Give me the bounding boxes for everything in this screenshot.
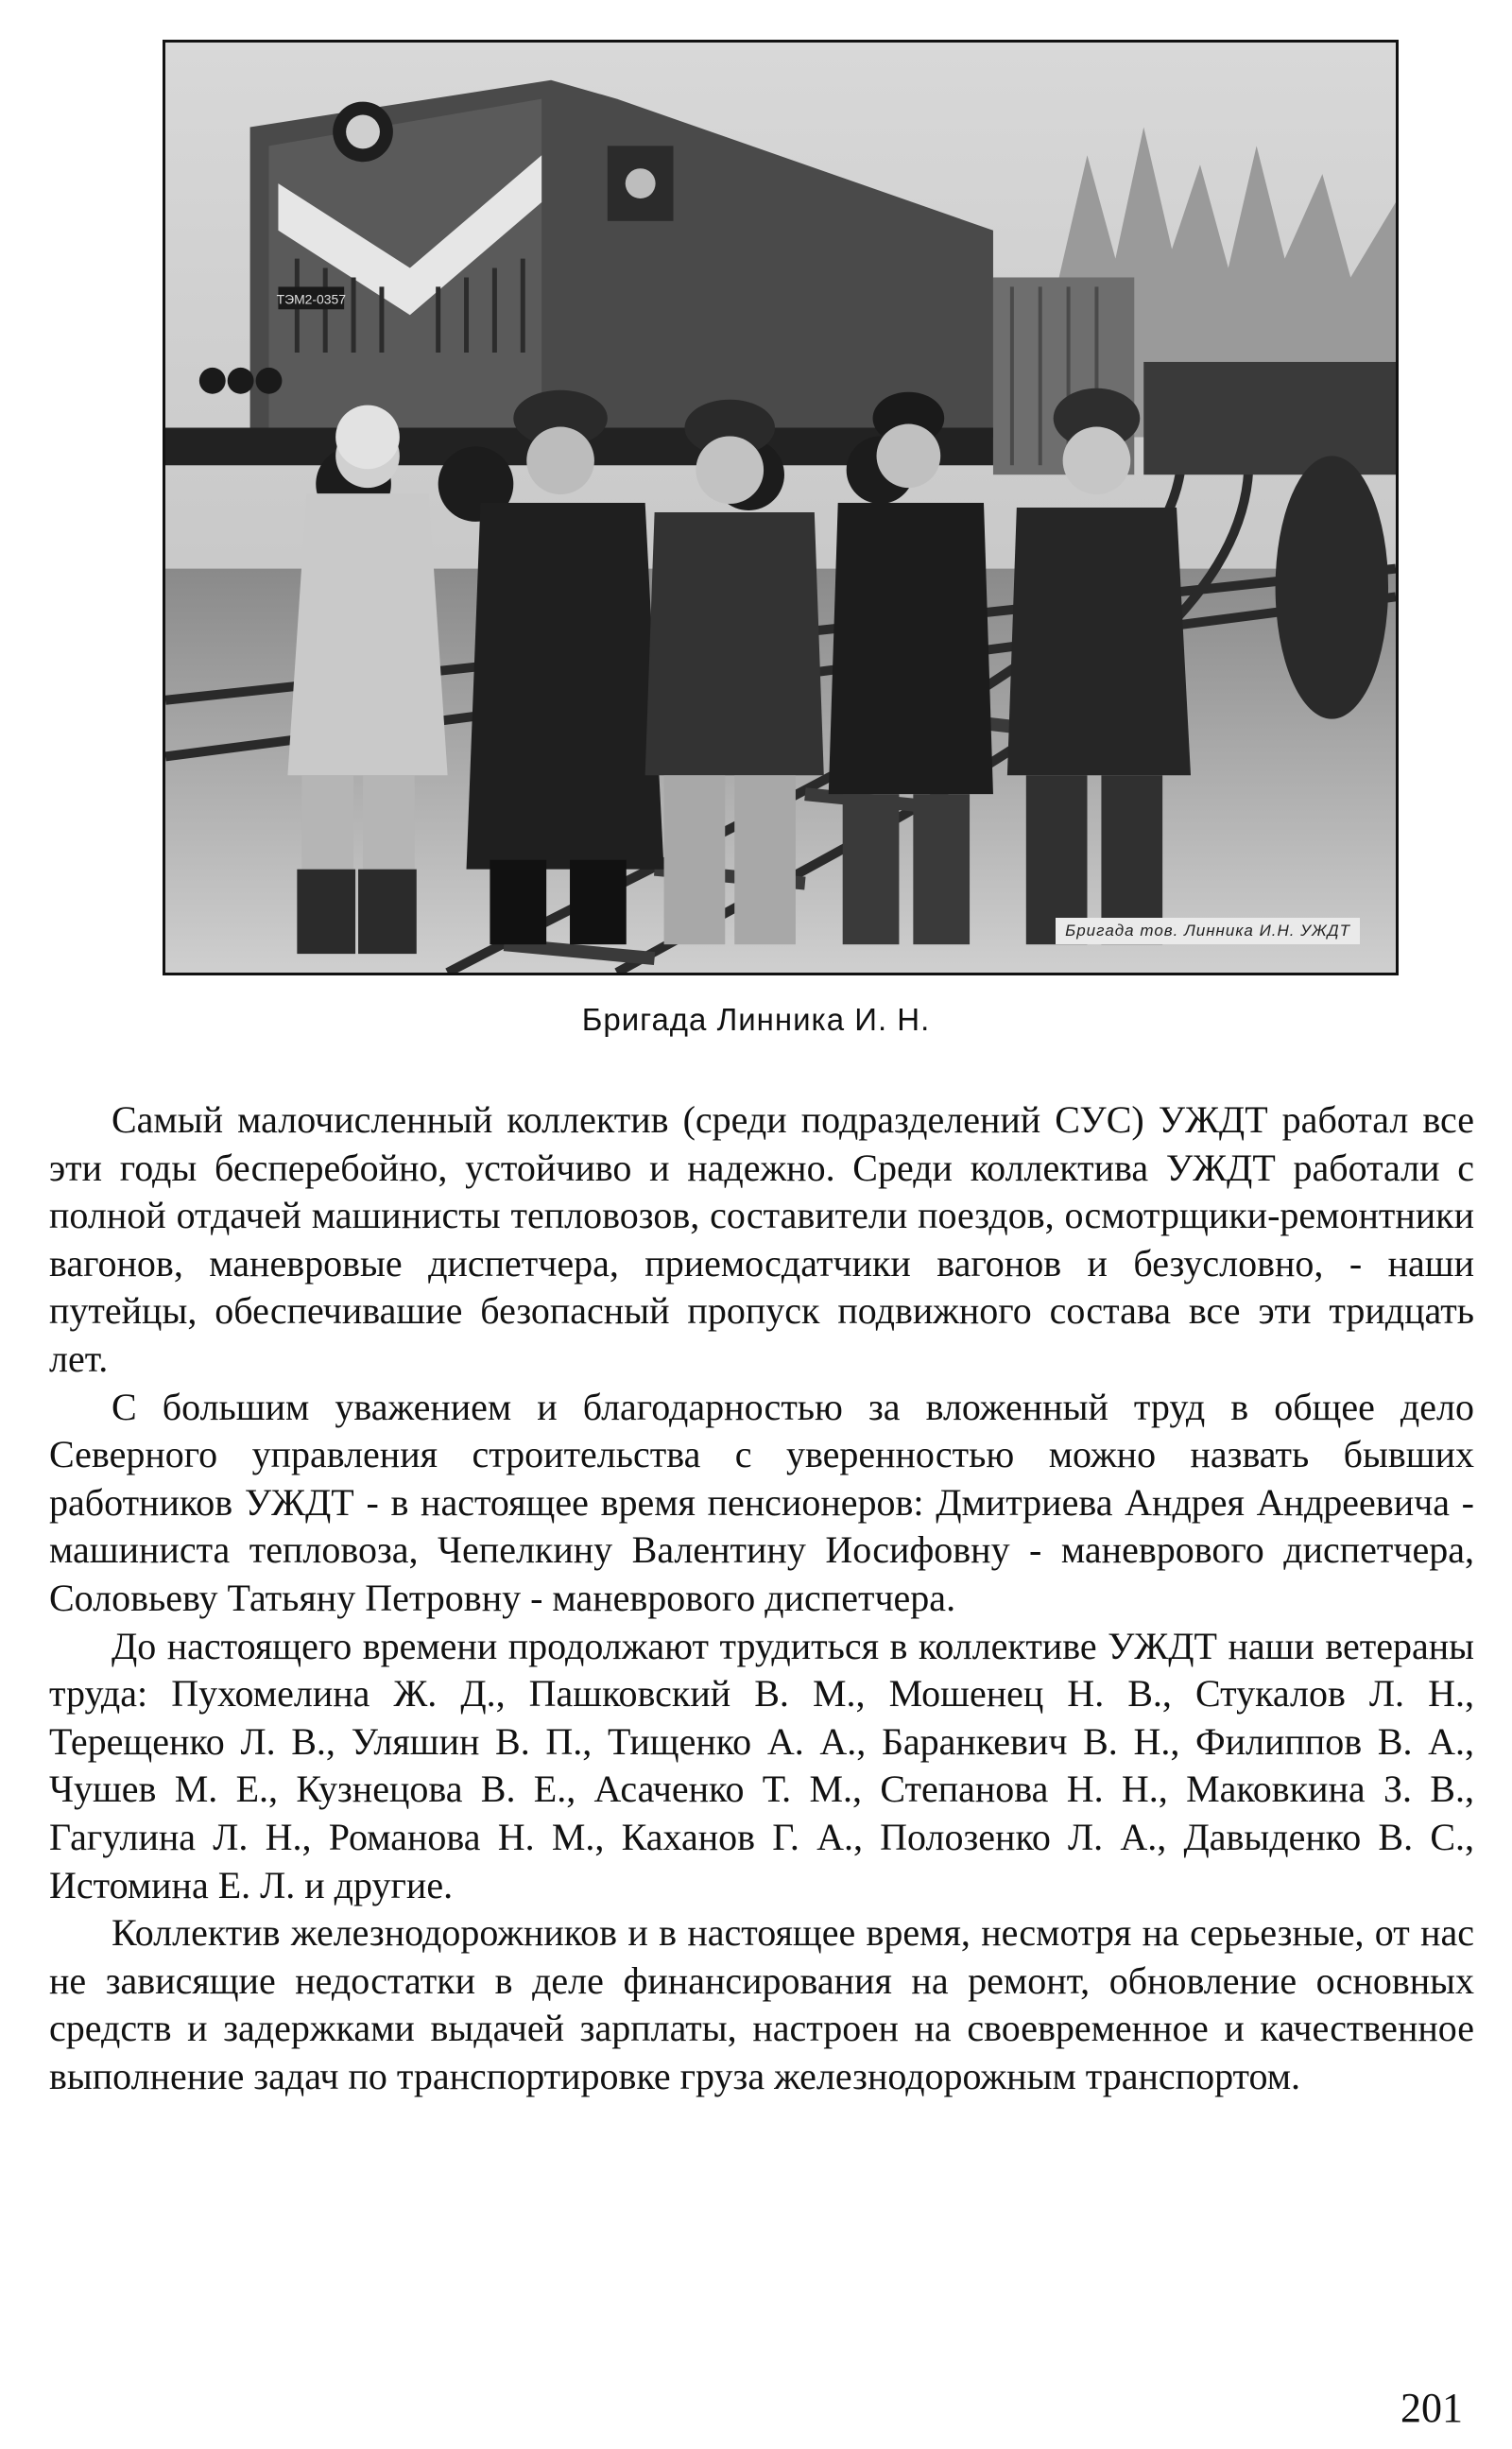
- body-text: [49, 1096, 1474, 2100]
- paragraph: С большим уважением и благодарностью за вложенный труд в общее дело Северного управления строительства с уверенностью можно назвать бывших работников УЖДТ - в настоящее время пенсионеров: Дмитриева Андрея Андреевича - машиниста тепловоза, Чепелкину Валентину Иосифовну - маневрового диспетчера, Соловьеву Татьяну Петровну - маневрового диспетчера.: [49, 1385, 1474, 1619]
- page-number: 201: [1400, 2385, 1463, 2431]
- locomotive-number: ТЭМ2-0357: [276, 291, 347, 307]
- paragraph: До настоящего времени продолжают трудиться в коллективе УЖДТ наши ветераны труда: Пухомелина Ж. Д., Пашковский В. М., Мошенец Н. В., Стукалов Л. Н., Терещенко Л. В., Уляшин В. П., Тищенко А. А., Баранкевич В. Н., Филиппов В. А., Чушев М. Е., Кузнецова В. Е., Асаченко Т. М., Степанова Н. Н., Маковкина З. В., Гагулина Л. Н., Романова Н. М., Каханов Г. А., Полозенко Л. А., Давыденко В. С., Истомина Е. Л. и другие.: [49, 1624, 1474, 1906]
- photo-illustration: [165, 43, 1396, 973]
- photo-caption: Бригада Линника И. Н.: [581, 1002, 931, 1037]
- paragraph: Самый малочисленный коллектив (среди подразделений СУС) УЖДТ работал все эти годы бесперебойно, устойчиво и надежно. Среди коллектива УЖДТ работали с полной отдачей машинисты тепловозов, составители поездов, осмотрщики-ремонтники вагонов, маневровые диспетчера, приемосдатчики вагонов и безусловно, - наши путейцы, обеспечивашие безопасный пропуск подвижного состава все эти тридцать лет.: [49, 1098, 1474, 1380]
- paragraph: Коллектив железнодорожников и в настоящее время, несмотря на серьезные, от нас не зависящие недостатки в деле финансирования на ремонт, обновление основных средств и задержками выдачей зарплаты, настроен на своевременное и качественное выполнение задач по транспортировке груза железнодорожным транспортом.: [49, 1911, 1474, 2097]
- photo-inscription: Бригада тов. Линника И.Н. УЖДТ: [1056, 918, 1360, 944]
- brigade-photo: [163, 40, 1399, 975]
